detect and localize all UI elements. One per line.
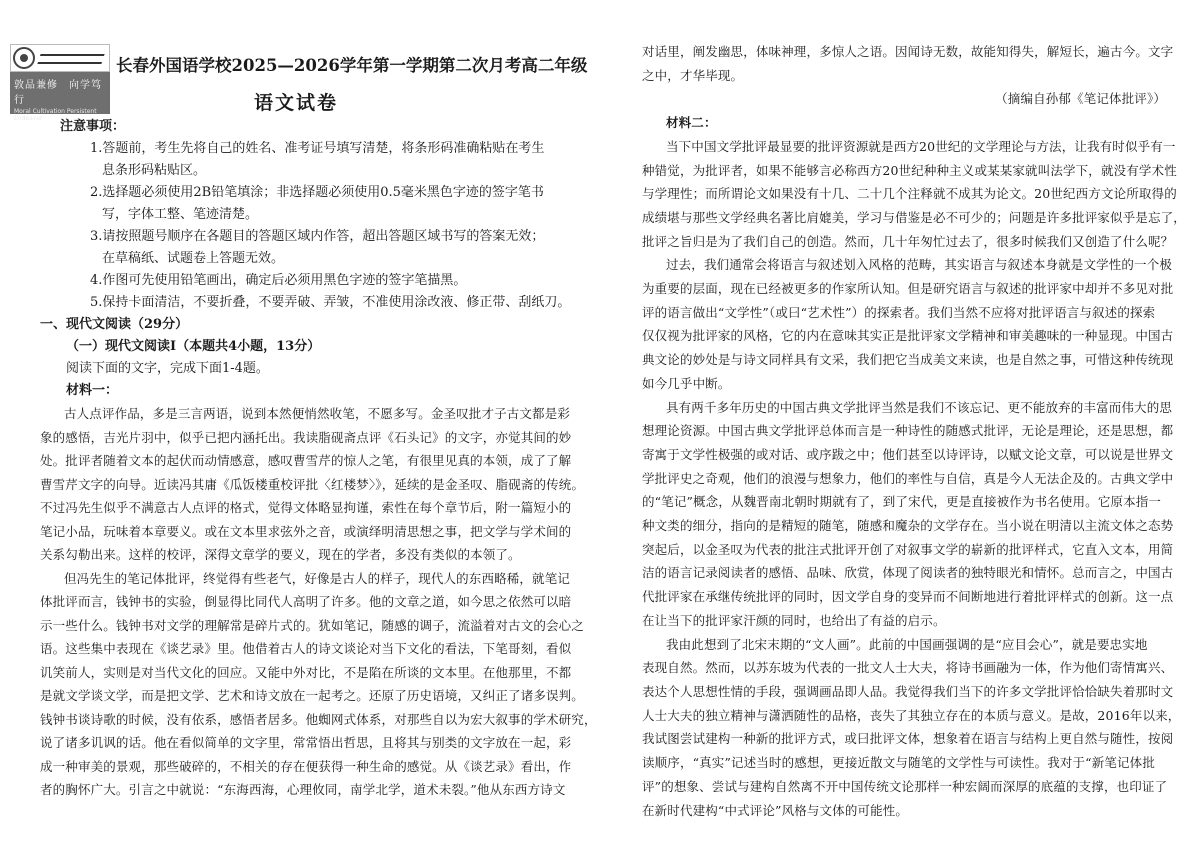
body-line: 体批评而言，钱钟书的实验，倒显得比同代人高明了许多。他的文章之道，如今思之依然可以暗 [40, 594, 572, 609]
body-line: 学批评史之奇观，他们的浪漫与想象力，他们的率性与自信，真是今人无法企及的。古典文学中 [642, 470, 1174, 486]
body-line: 成绩堪与那些文学经典名著比肩媲美，学习与借鉴是必不可少的；问题是许多批评家似乎是忘了， [642, 209, 1186, 225]
body-line: 说了诸多讥讽的话。他在看似简单的文字里，常常悟出哲思，且将其与别类的文字放在一起，彩 [40, 735, 572, 750]
left-column [40, 116, 597, 802]
section-instruction: 阅读下面的文字，完成下面1-4题。 [66, 361, 269, 376]
material1-body [40, 402, 597, 802]
note-line: 5.保持卡面清洁，不要折叠，不要弄破、弄皱，不准使用涂改液、修正带、刮纸刀。 [90, 295, 571, 310]
body-line: 语。这些集中表现在《谈艺录》里。他借着古人的诗文谈论对当下文化的看法，下笔哥刻，看似 [40, 641, 572, 656]
body-line: 突起后，以金圣叹为代表的批注式批评开创了对叙事文学的崭新的批评样式，它直入文本，用简 [642, 541, 1174, 557]
body-line: 当下中国文学批评最显要的批评资源就是西方20世纪的文学理论与方法，让我有时似乎有一 [666, 138, 1176, 154]
body-line: 我由此想到了北宋末期的“文人画”。此前的中国画强调的是“应目会心”，就是要忠实地 [666, 636, 1148, 652]
note-line: 息条形码粘贴区。 [102, 163, 207, 178]
body-line: 成一种审美的景观，那些破碎的，不相关的存在便获得一种生命的感觉。从《谈艺录》看出，作 [40, 758, 572, 774]
body-line: 表现自然。然而，以苏东坡为代表的一批文人士大夫，将诗书画融为一体，作为他们寄情寓兴、 [642, 660, 1174, 676]
body-line: 读顺序，“真实”记述当时的感想，更接近散文与随笔的文学性与可读性。我对于“新笔记体批 [642, 755, 1155, 771]
school-seal-icon [13, 47, 35, 69]
body-line: 是就文学谈文学，而是把文学、艺术和诗文放在一起考之。还原了历史语境，又纠正了诸多误判。 [40, 688, 584, 703]
body-line: 钱钟书谈诗歌的时候，没有依系，感悟者居多。他蜘网式体系，对那些自以为宏大叙事的学术研究， [40, 711, 597, 727]
body-line: 处。批评者随着文本的起伏而动情感意，感叹曹雪芹的惊人之笔，有很里见真的本领，成了了解 [40, 453, 572, 468]
exam-title: 语文试卷 [254, 92, 339, 114]
body-line: 的“笔记”概念，从魏晋南北朝时期就有了，到了宋代，更是直接被作为书名使用。它原本指一 [642, 494, 1162, 510]
note-line: 在草稿纸、试题卷上答题无效。 [102, 251, 285, 266]
body-line: 关系勾勒出来。这样的校评，深得文章学的要义，现在的学者，多没有类似的本领了。 [40, 547, 521, 562]
body-line: 人士大夫的独立精神与潇洒随性的品格，丧失了其独立存在的本质与意义。是故，2016年以来， [642, 707, 1181, 723]
right-line: 之中，才华毕现。 [642, 67, 744, 83]
body-line: 表达个人思想性情的手段，强调画品即人品。我觉得我们当下的许多文学批评恰恰缺失着那时文 [642, 683, 1174, 699]
note-line: 4.作图可先使用铅笔画出，确定后必须用黑色字迹的签字笔描黑。 [90, 273, 467, 288]
material2-label: 材料二： [666, 115, 717, 131]
body-line: 种文类的细分，指向的是精短的随笔，随感和魔杂的文学存在。当小说在明清以主流文体之态势 [642, 518, 1174, 534]
material2-body [642, 135, 1186, 822]
body-line: 代批评家在承继传统批评的同时，因文学自身的变异而不间断地进行着批评样式的创新。这一点 [642, 589, 1174, 605]
logo-motto-band [10, 72, 110, 122]
body-line: 批评之旨归是为了我们自己的创造。然而，几十年匆忙过去了，很多时候我们又创造了什么呢？ [642, 233, 1174, 249]
school-logo [10, 44, 110, 122]
body-line: 想理论资源。中国古典文学批评总体而言是一种诗性的随感式批评，无论是理论，还是思想，都 [642, 423, 1174, 439]
body-line: 与学理性；而所谓论文如果没有十几、二十几个注释就不成其为论文。20世纪西方文论所取得的 [642, 186, 1177, 202]
body-line: 具有两千多年历史的中国古典文学批评当然是我们不该忘记、更不能放弃的丰富而伟大的思 [666, 399, 1173, 415]
body-line: 在让当下的批评家汗颜的同时，也给出了有益的启示。 [642, 612, 946, 628]
logo-emblem [10, 44, 110, 72]
note-line: 3.请按照题号顺序在各题目的答题区域内作答，超出答题区域书写的答案无效； [90, 229, 545, 244]
body-line: 象的感悟，吉光片羽中，似乎已把内涵托出。我读脂砚斋点评《石头记》的文字，亦觉其间的妙 [40, 429, 572, 445]
body-line: 为重要的层面，现在已经被更多的作家所认知。但是研究语言与叙述的批评家中却并不多见对批 [642, 281, 1174, 297]
body-line: 洁的语言记录阅读者的感悟、品味、欣赏，体现了阅读者的独特眼光和情怀。总而言之，中国古 [642, 565, 1174, 581]
body-line: 评”的想象、尝试与建构自然离不开中国传统文论那样一种宏阔而深厚的底蕴的支撑，也印证了 [642, 778, 1168, 794]
section-title: 一、现代文阅读（29分） [40, 317, 189, 332]
logo-motto-english: Moral Cultivation Persistent Endeavor [14, 108, 97, 122]
body-line: 如今几乎中断。 [642, 375, 731, 391]
body-line: 过去，我们通常会将语言与叙述划入风格的范畴，其实语言与叙述本身就是文学性的一个极 [666, 257, 1173, 273]
body-line: 仅仅视为批评家的风格，它的内在意味其实正是批评家文学精神和审美趣味的一种显现。中国古 [642, 328, 1174, 344]
body-line: 但冯先生的笔记体批评，终觉得有些老气，好像是古人的样子，现代人的东西略稀，就笔记 [64, 570, 571, 586]
body-line: 寄寓于文学性极强的或对话、或序跋之中；他们甚至以诗评诗，以赋文论文章，可以说是世界文 [642, 446, 1174, 462]
body-line: 在新时代建构“中式评论”风格与文体的可能性。 [642, 802, 909, 818]
body-line: 者的胸怀广大。引言之中就说：“东海西海，心理攸同，南学北学，道术未裂。”他从东西方诗文 [40, 782, 566, 797]
note-line: 1.答题前，考生先将自己的姓名、准考证号填写清楚，将条形码准确粘贴在考生 [90, 141, 545, 156]
note-line: 写，字体工整、笔迹清楚。 [102, 207, 259, 222]
logo-calligraphy [39, 51, 107, 65]
body-line: 笔记小品，玩味着本章要义。或在文本里求弦外之音，或演绎明清思想之事，把文学与学术间的 [40, 523, 572, 539]
body-line: 种错觉，为批评者，如果不能够言必称西方20世纪种种主义或某某家就叫法学下，就没有学术性 [642, 162, 1177, 178]
body-line: 典文论的妙处是与诗文同样具有文采，我们把它当成美文来读，也是自然之事，可惜这种传统现 [642, 352, 1174, 368]
right-column [642, 40, 1186, 822]
school-title: 长春外国语学校2025—2026学年第一学期第二次月考高二年级 [116, 56, 588, 75]
note-line: 2.选择题必须使用2B铅笔填涂；非选择题必须使用0.5毫米黑色字迹的签字笔书 [90, 185, 544, 200]
right-line: 对话里，阐发幽思，体味神理，多惊人之语。因闻诗无数，故能知得失，解短长，遍古今。文字 [642, 44, 1174, 59]
body-line: 评的语言做出“文学性”（或曰“艺术性”）的探索者。我们当然不应将对批评语言与叙述的探索 [642, 304, 1156, 320]
citation: （摘编自孙郁《笔记体批评》） [995, 91, 1166, 107]
logo-motto: 敦品兼修 向学笃行 [14, 80, 102, 106]
notes-heading: 注意事项： [60, 119, 126, 134]
body-line: 古人点评作品，多是三言两语，说到本然便悄然收笔，不愿多写。金圣叹批才子古文都是彩 [64, 406, 571, 421]
material1-label: 材料一： [66, 383, 119, 398]
section-subtitle: （一）现代文阅读Ⅰ（本题共4小题，13分） [66, 339, 321, 354]
body-line: 我试图尝试建构一种新的批评方式，或曰批评文体，想象着在语言与结构上更自然与随性，按阅 [642, 731, 1174, 747]
body-line: 示一些什么。钱钟书对文学的理解常是碎片式的。犹如笔记，随感的调子，流溢着对古文的会心之 [40, 617, 584, 633]
body-line: 讥笑前人，实则是对当代文化的回应。又能中外对比，不是陷在所谈的文本里。在他那里，不都 [40, 664, 572, 680]
body-line: 曹雪芹文字的向导。近读冯其庸《瓜饭楼重校评批〈红楼梦〉》，延续的是金圣叹、脂砚斋的传统。 [40, 476, 585, 492]
body-line: 不过冯先生似乎不满意古人点评的格式，觉得文体略显拘谨，索性在每个章节后，附一篇短小的 [40, 500, 572, 515]
